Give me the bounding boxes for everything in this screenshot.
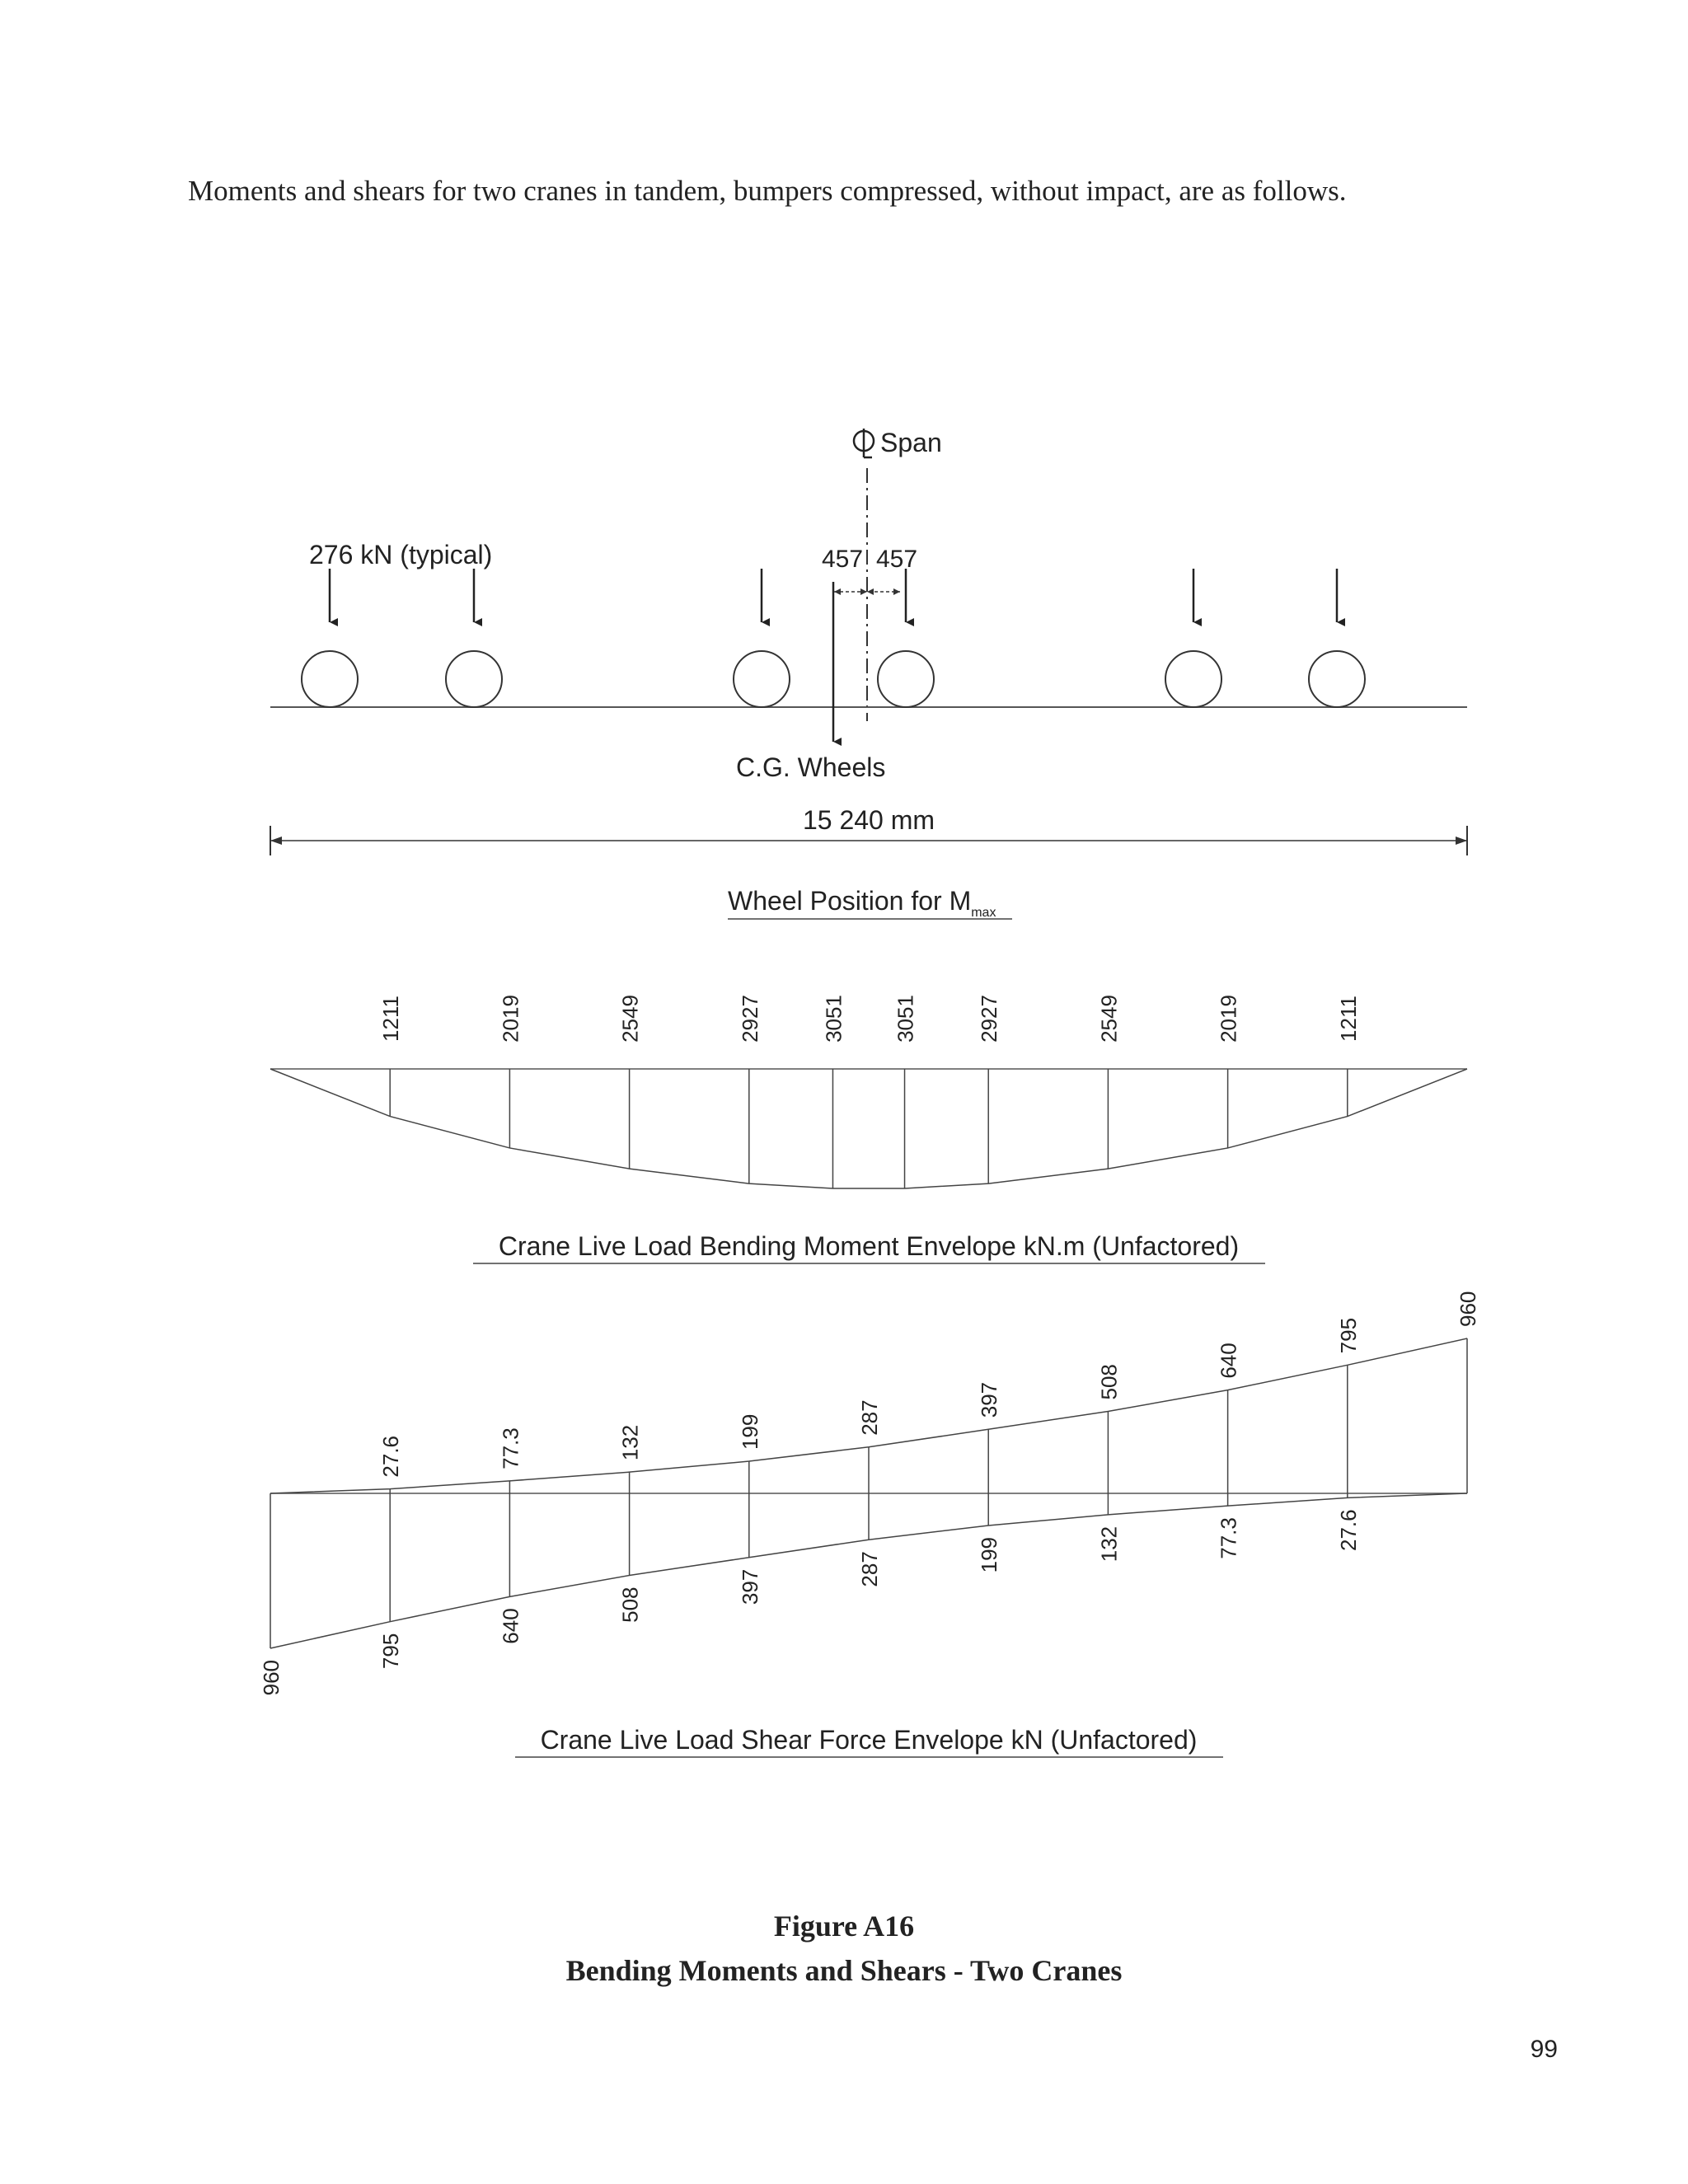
shear-negative-label: 27.6 (1335, 1509, 1361, 1552)
figure-caption: Bending Moments and Shears - Two Cranes (565, 1954, 1123, 1987)
shear-negative-labels (259, 1509, 1361, 1695)
shear-positive-label: 199 (737, 1413, 762, 1451)
intro-paragraph: Moments and shears for two cranes in tandem, bumpers compressed, without impact, are as follows. (188, 175, 1347, 207)
shear-negative-label: 397 (737, 1568, 762, 1605)
shear-envelope-title: Crane Live Load Shear Force Envelope kN (Unfactored) (540, 1725, 1198, 1755)
offset-right-label: 457 (876, 546, 918, 573)
centerline-label: Span (880, 428, 942, 457)
span-label: 15 240 mm (802, 805, 935, 835)
shear-positive-label: 77.3 (498, 1427, 523, 1469)
shear-positive-labels (378, 1291, 1480, 1478)
shear-envelope-diagram (259, 1291, 1480, 1757)
shear-positive-label: 27.6 (378, 1435, 404, 1478)
moment-value-label: 2549 (1096, 995, 1122, 1043)
wheel-position-diagram (270, 428, 1467, 920)
shear-positive-label: 508 (1096, 1364, 1122, 1400)
wheel-diagram-title: Wheel Position for $M_{max}$ (728, 886, 996, 920)
shear-positive-label: 132 (617, 1424, 643, 1461)
cg-label: C.G. Wheels (736, 752, 886, 782)
centerline-icon (854, 429, 874, 457)
shear-negative-label: 795 (378, 1633, 404, 1670)
shear-negative-label: 287 (857, 1551, 882, 1587)
moment-ordinates (390, 1069, 1348, 1188)
wheel-icon (446, 651, 502, 707)
moment-value-label: 2927 (977, 995, 1002, 1043)
wheel-icon (734, 651, 790, 707)
shear-positive-label: 397 (977, 1381, 1002, 1418)
load-label: 276 kN (typical) (309, 540, 493, 569)
shear-negative-label: 960 (259, 1660, 284, 1696)
shear-positive-label: 795 (1335, 1317, 1361, 1354)
shear-negative-label: 199 (977, 1536, 1002, 1573)
wheel-icon (1309, 651, 1365, 707)
moment-value-labels (378, 995, 1361, 1043)
wheel-icon (878, 651, 934, 707)
wheel-icon (1165, 651, 1221, 707)
moment-value-label: 2019 (498, 995, 523, 1043)
shear-positive-label: 960 (1456, 1291, 1480, 1327)
shear-positive-label: 640 (1216, 1343, 1241, 1379)
page-number: 99 (1530, 2036, 1558, 2063)
moment-value-label: 2549 (617, 995, 643, 1043)
shear-negative-label: 132 (1096, 1526, 1122, 1563)
offset-left-label: 457 (822, 546, 864, 573)
figure-number: Figure A16 (773, 1910, 915, 1943)
shear-negative-label: 508 (617, 1586, 643, 1623)
shear-negative-label: 640 (498, 1608, 523, 1644)
moment-envelope-title: Crane Live Load Bending Moment Envelope kN.m (Unfactored) (498, 1231, 1240, 1261)
moment-value-label: 2019 (1216, 995, 1241, 1043)
moment-value-label: 3051 (821, 995, 846, 1043)
shear-positive-label: 287 (857, 1399, 882, 1436)
moment-envelope-diagram (270, 995, 1467, 1263)
moment-value-label: 2927 (737, 995, 762, 1043)
moment-value-label: 1211 (1335, 996, 1361, 1042)
shear-negative-label: 77.3 (1216, 1517, 1241, 1559)
moment-envelope-curve (270, 1069, 1467, 1188)
wheel-icon (302, 651, 358, 707)
moment-value-label: 1211 (378, 996, 404, 1042)
moment-value-label: 3051 (893, 995, 918, 1043)
